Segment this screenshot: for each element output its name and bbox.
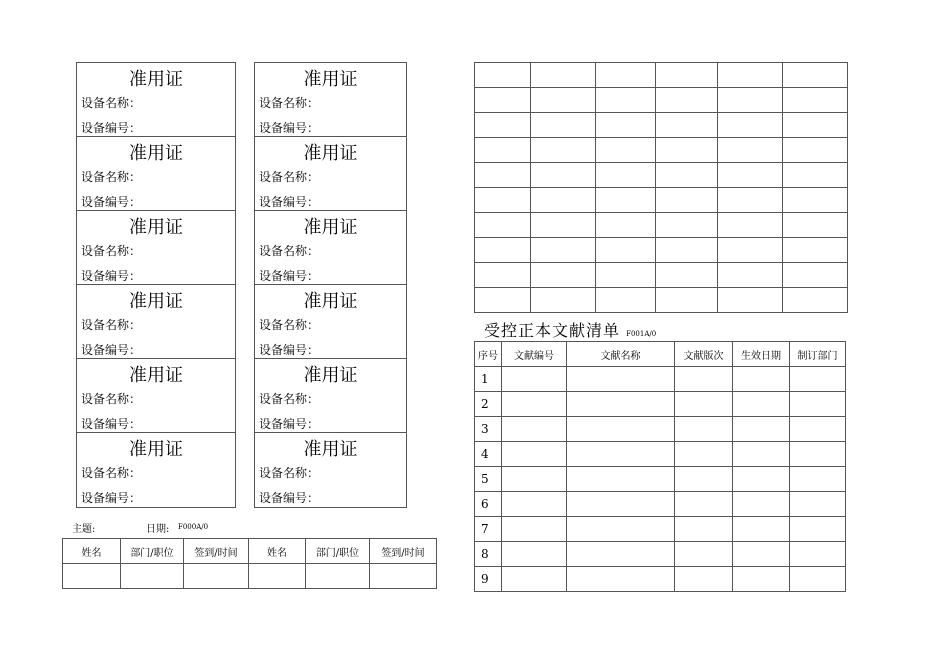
date-label: 日期:: [146, 524, 170, 535]
blank-grid-cell[interactable]: [596, 238, 656, 263]
blank-grid-cell[interactable]: [475, 163, 531, 188]
blank-grid-cell[interactable]: [783, 113, 848, 138]
equipment-number-label: 设备编号：: [259, 269, 320, 283]
header-doc-number: 文献编号: [502, 342, 567, 367]
doc-list-row: [475, 392, 846, 417]
doc-list-cell[interactable]: [733, 517, 790, 542]
doc-list-cell[interactable]: [790, 467, 846, 492]
equipment-name-label: 设备名称：: [81, 96, 142, 110]
permit-card-title: 准用证: [303, 291, 358, 312]
right-permit-card: [255, 285, 406, 359]
row-number: 6: [475, 492, 502, 517]
blank-grid-cell[interactable]: [656, 238, 718, 263]
blank-grid-cell[interactable]: [783, 238, 848, 263]
permit-card-title: 准用证: [129, 143, 183, 164]
equipment-name-label: 设备名称：: [81, 244, 142, 258]
doc-list-row: [475, 567, 846, 592]
left-permit-card: [77, 433, 235, 507]
right-permit-card: [255, 359, 406, 433]
doc-list-cell[interactable]: [567, 467, 675, 492]
blank-grid-cell[interactable]: [475, 238, 531, 263]
equipment-number-label: 设备编号：: [81, 195, 142, 209]
blank-grid-cell[interactable]: [718, 188, 783, 213]
doc-list-cell[interactable]: [790, 567, 846, 592]
blank-grid-row: [475, 88, 848, 113]
doc-list-row: [475, 367, 846, 392]
row-number: 9: [475, 567, 502, 592]
equipment-number-label: 设备编号：: [259, 343, 320, 357]
blank-grid-cell[interactable]: [718, 163, 783, 188]
doc-list-cell[interactable]: [675, 492, 733, 517]
blank-grid-cell[interactable]: [596, 113, 656, 138]
blank-grid-cell[interactable]: [656, 63, 718, 88]
blank-grid-row: [475, 163, 848, 188]
permit-card-column-right: [254, 62, 407, 508]
blank-grid-row: [475, 213, 848, 238]
blank-grid-cell[interactable]: [531, 213, 596, 238]
blank-cell[interactable]: [306, 564, 370, 589]
doc-list-cell[interactable]: [502, 467, 567, 492]
doc-list-cell[interactable]: [567, 567, 675, 592]
row-number: 3: [475, 417, 502, 442]
blank-grid-cell[interactable]: [783, 163, 848, 188]
doc-list-cell[interactable]: [675, 417, 733, 442]
blank-grid-cell[interactable]: [656, 88, 718, 113]
doc-list-row: [475, 542, 846, 567]
doc-list-cell[interactable]: [567, 542, 675, 567]
blank-grid-cell[interactable]: [475, 213, 531, 238]
blank-grid-cell[interactable]: [783, 288, 848, 313]
left-permit-card: [77, 285, 235, 359]
doc-list-cell[interactable]: [733, 492, 790, 517]
blank-grid-cell[interactable]: [531, 188, 596, 213]
doc-list-cell[interactable]: [675, 367, 733, 392]
blank-grid-row: [475, 238, 848, 263]
permit-card-title: 准用证: [129, 291, 183, 312]
blank-cell[interactable]: [121, 564, 184, 589]
blank-grid-cell[interactable]: [656, 263, 718, 288]
doc-list-cell[interactable]: [675, 467, 733, 492]
equipment-number-label: 设备编号：: [81, 417, 142, 431]
blank-grid-cell[interactable]: [475, 113, 531, 138]
doc-list-cell[interactable]: [675, 517, 733, 542]
header-signin-time: 签到/时间: [370, 539, 437, 564]
equipment-number-label: 设备编号：: [81, 269, 142, 283]
header-doc-name: 文献名称: [567, 342, 675, 367]
doc-list-cell[interactable]: [790, 492, 846, 517]
doc-list-header-row: [475, 342, 846, 367]
permit-card-title: 准用证: [303, 365, 358, 386]
doc-list-cell[interactable]: [733, 542, 790, 567]
doc-list-cell[interactable]: [733, 442, 790, 467]
doc-list-cell[interactable]: [567, 492, 675, 517]
blank-grid-row: [475, 113, 848, 138]
left-permit-card: [77, 63, 235, 137]
blank-grid-cell[interactable]: [531, 163, 596, 188]
doc-list-cell[interactable]: [790, 517, 846, 542]
blank-grid-row: [475, 138, 848, 163]
blank-grid-cell[interactable]: [531, 138, 596, 163]
row-number: 8: [475, 542, 502, 567]
doc-list-cell[interactable]: [790, 542, 846, 567]
blank-grid-cell[interactable]: [596, 263, 656, 288]
blank-grid-cell[interactable]: [656, 188, 718, 213]
sign-in-blank-row: [63, 564, 437, 589]
doc-list-cell[interactable]: [790, 392, 846, 417]
doc-list-cell[interactable]: [733, 392, 790, 417]
blank-grid-cell[interactable]: [656, 288, 718, 313]
doc-list-cell[interactable]: [502, 392, 567, 417]
equipment-name-label: 设备名称：: [81, 466, 142, 480]
header-name: 姓名: [63, 539, 121, 564]
blank-grid-cell[interactable]: [475, 288, 531, 313]
row-number: 4: [475, 442, 502, 467]
blank-grid-cell[interactable]: [531, 288, 596, 313]
equipment-number-label: 设备编号：: [81, 121, 142, 135]
row-number: 7: [475, 517, 502, 542]
equipment-name-label: 设备名称：: [259, 96, 320, 110]
equipment-name-label: 设备名称：: [81, 170, 142, 184]
right-permit-card: [255, 63, 406, 137]
doc-list-cell[interactable]: [567, 392, 675, 417]
blank-grid-cell[interactable]: [783, 188, 848, 213]
blank-grid-row: [475, 288, 848, 313]
blank-grid-cell[interactable]: [531, 63, 596, 88]
equipment-number-label: 设备编号：: [259, 417, 320, 431]
permit-card-title: 准用证: [129, 439, 183, 460]
blank-grid-cell[interactable]: [475, 263, 531, 288]
doc-list-row: [475, 417, 846, 442]
equipment-number-label: 设备编号：: [81, 491, 142, 505]
right-permit-card: [255, 433, 406, 507]
sign-sheet-form-code: F000A/0: [178, 523, 209, 531]
permit-card-title: 准用证: [303, 143, 358, 164]
blank-grid-cell[interactable]: [475, 63, 531, 88]
blank-grid-table: [474, 62, 848, 313]
blank-cell[interactable]: [370, 564, 437, 589]
permit-card-title: 准用证: [129, 365, 183, 386]
blank-grid-cell[interactable]: [718, 238, 783, 263]
header-effective-date: 生效日期: [733, 342, 790, 367]
equipment-name-label: 设备名称：: [81, 318, 142, 332]
doc-list-cell[interactable]: [733, 367, 790, 392]
left-permit-card: [77, 359, 235, 433]
doc-list-cell[interactable]: [675, 442, 733, 467]
equipment-name-label: 设备名称：: [259, 392, 320, 406]
blank-grid-cell[interactable]: [475, 188, 531, 213]
blank-grid-cell[interactable]: [475, 138, 531, 163]
left-permit-card: [77, 137, 235, 211]
doc-list-cell[interactable]: [675, 567, 733, 592]
doc-list-row: [475, 492, 846, 517]
blank-grid-cell[interactable]: [656, 113, 718, 138]
blank-grid-cell[interactable]: [596, 138, 656, 163]
permit-card-title: 准用证: [129, 69, 183, 90]
right-permit-card: [255, 211, 406, 285]
blank-grid-cell[interactable]: [718, 63, 783, 88]
doc-list-cell[interactable]: [567, 517, 675, 542]
permit-card-title: 准用证: [129, 217, 183, 238]
blank-grid-cell[interactable]: [531, 263, 596, 288]
permit-card-column-left: [76, 62, 236, 508]
blank-grid-cell[interactable]: [783, 138, 848, 163]
blank-grid-cell[interactable]: [531, 113, 596, 138]
row-number: 5: [475, 467, 502, 492]
permit-card-title: 准用证: [303, 439, 358, 460]
blank-grid-cell[interactable]: [783, 263, 848, 288]
header-dept-position: 部门/职位: [306, 539, 370, 564]
blank-grid-cell[interactable]: [718, 263, 783, 288]
header-dept-position: 部门/职位: [121, 539, 184, 564]
blank-grid-cell[interactable]: [718, 138, 783, 163]
doc-list-cell[interactable]: [502, 542, 567, 567]
doc-list-form-code: F001A/0: [626, 330, 657, 338]
right-permit-card: [255, 137, 406, 211]
blank-grid-row: [475, 263, 848, 288]
doc-list-table: [474, 341, 846, 592]
doc-list-cell[interactable]: [502, 517, 567, 542]
blank-grid-cell[interactable]: [783, 88, 848, 113]
topic-label: 主题:: [72, 524, 96, 535]
blank-grid-row: [475, 188, 848, 213]
doc-list-cell[interactable]: [502, 367, 567, 392]
doc-list-cell[interactable]: [790, 417, 846, 442]
equipment-name-label: 设备名称：: [259, 244, 320, 258]
doc-list-cell[interactable]: [502, 567, 567, 592]
blank-grid-cell[interactable]: [596, 163, 656, 188]
doc-list-title-text: 受控正本文献清单: [484, 321, 621, 340]
doc-list-title: [484, 318, 656, 341]
blank-grid-cell[interactable]: [596, 88, 656, 113]
equipment-name-label: 设备名称：: [81, 392, 142, 406]
blank-cell[interactable]: [249, 564, 306, 589]
equipment-name-label: 设备名称：: [259, 466, 320, 480]
header-signin-time: 签到/时间: [184, 539, 249, 564]
row-number: 1: [475, 367, 502, 392]
doc-list-cell[interactable]: [790, 367, 846, 392]
doc-list-cell[interactable]: [502, 492, 567, 517]
blank-grid-cell[interactable]: [531, 238, 596, 263]
equipment-number-label: 设备编号：: [259, 121, 320, 135]
blank-grid-cell[interactable]: [783, 63, 848, 88]
doc-list-cell[interactable]: [567, 367, 675, 392]
doc-list-cell[interactable]: [733, 567, 790, 592]
blank-grid-cell[interactable]: [475, 88, 531, 113]
equipment-name-label: 设备名称：: [259, 318, 320, 332]
doc-list-cell[interactable]: [733, 467, 790, 492]
doc-list-cell[interactable]: [567, 417, 675, 442]
sign-in-table: [62, 538, 437, 589]
blank-cell[interactable]: [184, 564, 249, 589]
blank-grid-cell[interactable]: [783, 213, 848, 238]
doc-list-cell[interactable]: [733, 417, 790, 442]
doc-list-row: [475, 517, 846, 542]
doc-list-row: [475, 442, 846, 467]
header-doc-version: 文献版次: [675, 342, 733, 367]
doc-list-cell[interactable]: [675, 542, 733, 567]
doc-list-cell[interactable]: [567, 442, 675, 467]
blank-grid-cell[interactable]: [596, 288, 656, 313]
blank-grid-cell[interactable]: [718, 88, 783, 113]
blank-grid-cell[interactable]: [656, 138, 718, 163]
equipment-number-label: 设备编号：: [259, 491, 320, 505]
blank-cell[interactable]: [63, 564, 121, 589]
blank-grid-cell[interactable]: [596, 188, 656, 213]
blank-grid-cell[interactable]: [718, 213, 783, 238]
equipment-name-label: 设备名称：: [259, 170, 320, 184]
doc-list-cell[interactable]: [502, 417, 567, 442]
equipment-number-label: 设备编号：: [259, 195, 320, 209]
permit-card-title: 准用证: [303, 217, 358, 238]
equipment-number-label: 设备编号：: [81, 343, 142, 357]
blank-grid-cell[interactable]: [718, 288, 783, 313]
doc-list-cell[interactable]: [675, 392, 733, 417]
blank-grid-cell[interactable]: [718, 113, 783, 138]
doc-list-cell[interactable]: [502, 442, 567, 467]
row-number: 2: [475, 392, 502, 417]
permit-card-title: 准用证: [303, 69, 358, 90]
left-permit-card: [77, 211, 235, 285]
header-seq: 序号: [475, 342, 502, 367]
blank-grid-cell[interactable]: [656, 163, 718, 188]
blank-grid-cell[interactable]: [596, 213, 656, 238]
header-issuing-dept: 制订部门: [790, 342, 846, 367]
blank-grid-cell[interactable]: [656, 213, 718, 238]
doc-list-cell[interactable]: [790, 442, 846, 467]
blank-grid-cell[interactable]: [531, 88, 596, 113]
doc-list-row: [475, 467, 846, 492]
sign-in-header-row: [63, 539, 437, 564]
blank-grid-cell[interactable]: [596, 63, 656, 88]
header-name: 姓名: [249, 539, 306, 564]
blank-grid-row: [475, 63, 848, 88]
